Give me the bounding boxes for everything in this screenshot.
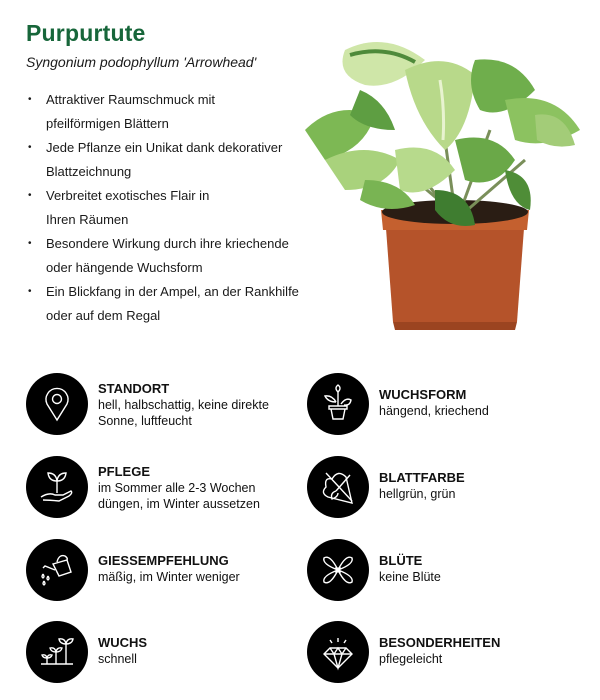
feature-value: im Sommer alle 2-3 Wochen düngen, im Winter aussetzen bbox=[98, 481, 260, 511]
feature-heading: BLATTFARBE bbox=[379, 470, 465, 485]
feature-value: hell, halbschattig, keine direkte Sonne, luftfeucht bbox=[98, 398, 269, 428]
seedling-hand-icon bbox=[26, 456, 88, 518]
potted-plant-icon bbox=[307, 373, 369, 435]
feature-besonderheiten bbox=[307, 621, 500, 683]
feature-heading: BESONDERHEITEN bbox=[379, 635, 501, 650]
bullet-item: • Attraktiver Raumschmuck mit pfeilförmigen Blättern bbox=[28, 92, 216, 131]
feature-value: mäßig, im Winter weniger bbox=[98, 570, 240, 584]
product-subtitle: Syngonium podophyllum 'Arrowhead' bbox=[26, 54, 257, 70]
feature-blattfarbe bbox=[307, 456, 465, 518]
feature-pflege bbox=[26, 456, 288, 518]
feature-value: hellgrün, grün bbox=[379, 487, 456, 501]
product-title: Purpurtute bbox=[26, 20, 146, 46]
feature-heading: STANDORT bbox=[98, 381, 170, 396]
feature-bullet-list bbox=[26, 88, 316, 328]
feature-heading: BLÜTE bbox=[379, 553, 423, 568]
feature-value: pflegeleicht bbox=[379, 652, 443, 666]
feature-wuchs bbox=[26, 621, 147, 683]
leaf-brush-icon bbox=[307, 456, 369, 518]
feature-heading: WUCHS bbox=[98, 635, 148, 650]
watering-can-icon bbox=[26, 539, 88, 601]
feature-giessempfehlung bbox=[26, 539, 240, 601]
feature-heading: WUCHSFORM bbox=[379, 387, 467, 402]
bullet-item: • Verbreitet exotisches Flair in Ihren Räumen bbox=[28, 188, 210, 227]
location-pin-icon bbox=[26, 373, 88, 435]
potted-plant-photo bbox=[305, 30, 590, 340]
feature-value: hängend, kriechend bbox=[379, 404, 489, 418]
flower-icon bbox=[307, 539, 369, 601]
diamond-icon bbox=[307, 621, 369, 683]
feature-wuchsform bbox=[307, 373, 489, 435]
feature-value: keine Blüte bbox=[379, 570, 441, 584]
feature-heading: GIESSEMPFEHLUNG bbox=[98, 553, 229, 568]
feature-heading: PFLEGE bbox=[98, 464, 151, 479]
feature-value: schnell bbox=[98, 652, 137, 666]
seedlings-growth-icon bbox=[26, 621, 88, 683]
bullet-item: • Besondere Wirkung durch ihre kriechende oder hängende Wuchsform bbox=[28, 236, 289, 275]
bullet-item: • Jede Pflanze ein Unikat dank dekorativer Blattzeichnung bbox=[28, 140, 283, 179]
product-image bbox=[305, 30, 590, 340]
feature-bluete bbox=[307, 539, 441, 601]
bullet-item: • Ein Blickfang in der Ampel, an der Rankhilfe oder auf dem Regal bbox=[28, 284, 299, 323]
feature-standort bbox=[26, 373, 288, 435]
